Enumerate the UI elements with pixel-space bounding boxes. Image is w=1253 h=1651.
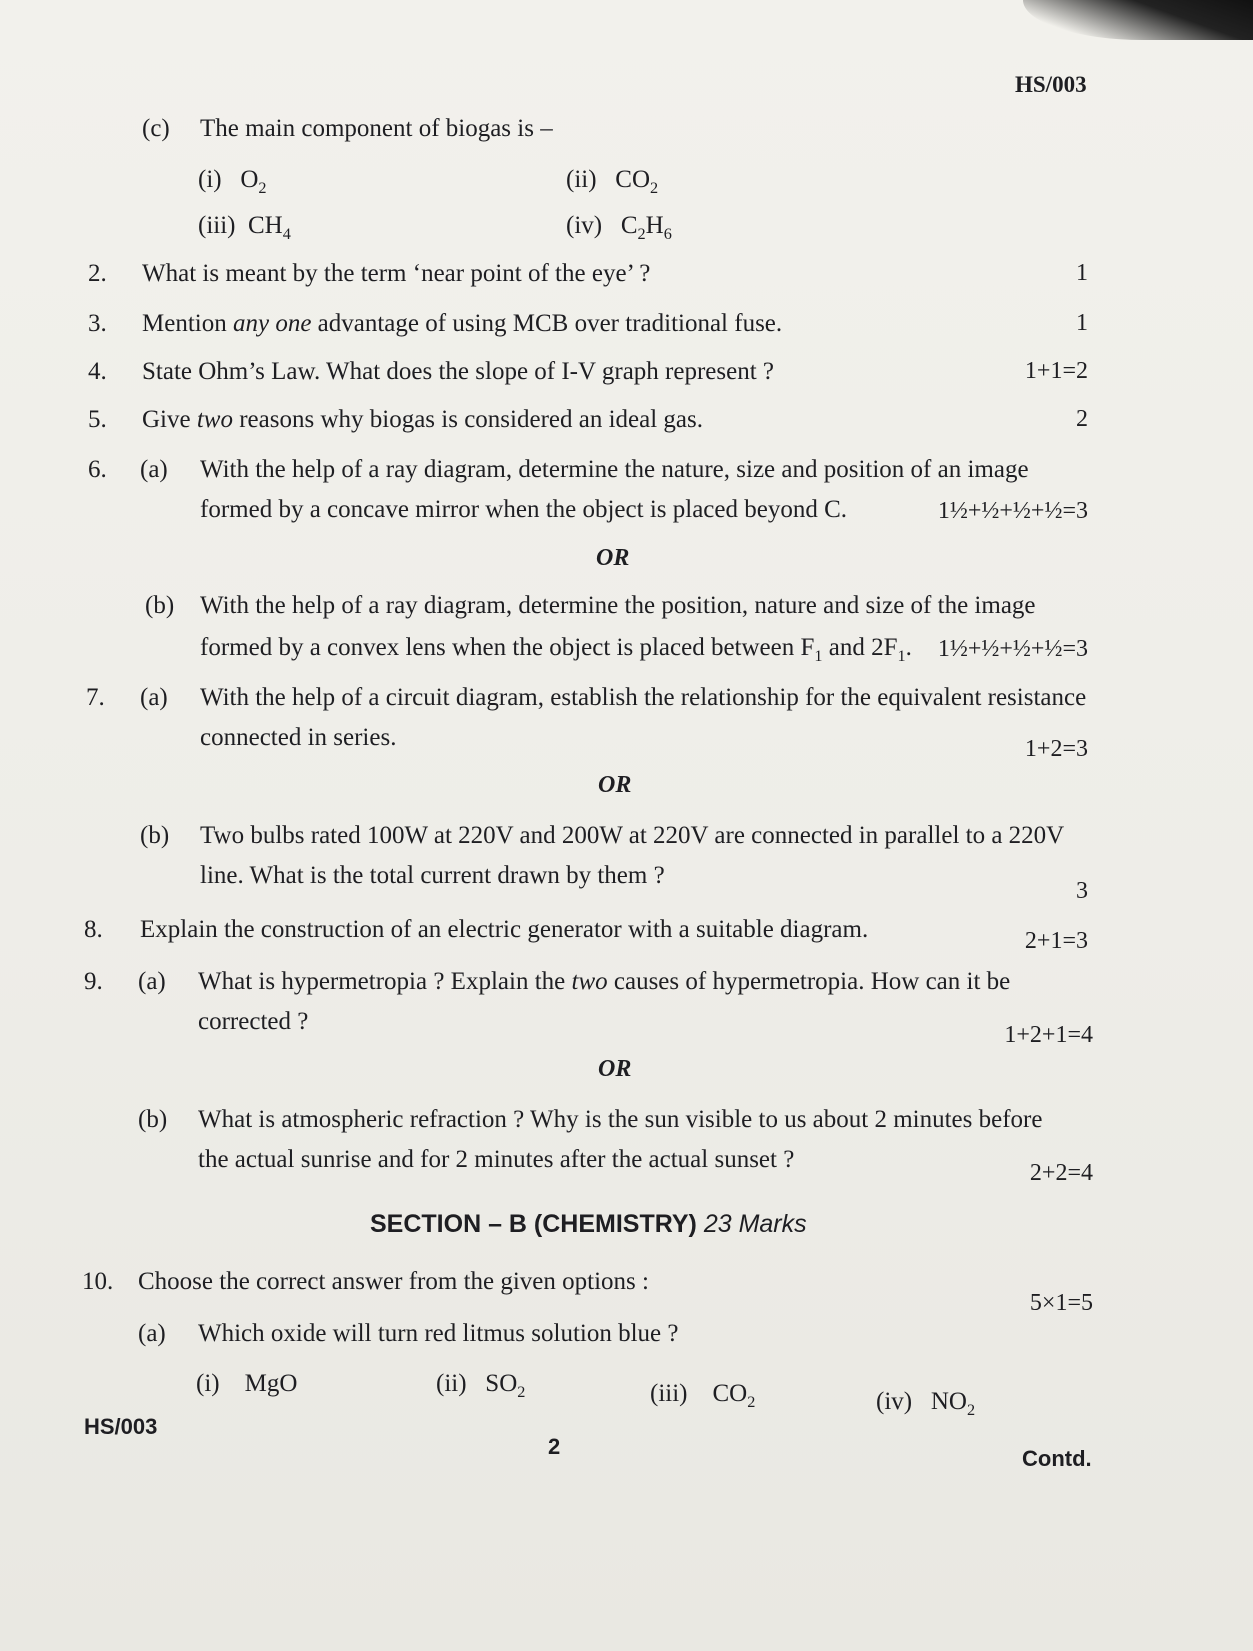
q10-number: 10.	[82, 1268, 114, 1295]
section-heading: SECTION – B (CHEMISTRY) 23 Marks	[370, 1210, 807, 1238]
q7-number: 7.	[86, 684, 105, 711]
q10a-option-1: (i) MgO	[196, 1370, 298, 1397]
q7b-line2: line. What is the total current drawn by them ?	[200, 862, 665, 889]
q10a-label: (a)	[138, 1320, 166, 1347]
page-number: 2	[548, 1434, 561, 1459]
q7a-marks: 1+2=3	[1024, 736, 1088, 762]
q9a-marks: 1+2+1=4	[1004, 1022, 1093, 1048]
q7-or: OR	[598, 772, 632, 798]
q10a-option-2: (ii) $SO_2$	[436, 1370, 526, 1401]
q6a-label: (a)	[140, 456, 168, 483]
q9-or: OR	[598, 1056, 632, 1082]
footer-code: HS/003	[84, 1414, 158, 1439]
q6b-marks: 1½+½+½+½=3	[937, 636, 1088, 662]
q1c-option-2: (ii) $CO_2$	[566, 166, 659, 197]
scan-corner-shadow	[1023, 0, 1253, 40]
q2-number: 2.	[88, 260, 107, 287]
q8-text: Explain the construction of an electric generator with a suitable diagram.	[140, 916, 869, 943]
q8-number: 8.	[84, 916, 103, 943]
q3-text: Mention any one advantage of using MCB over traditional fuse.	[142, 310, 783, 337]
q3-marks: 1	[1076, 310, 1088, 336]
q6b-line2: formed by a convex lens when the object is placed between $F_1$ and $2F_1$.	[200, 634, 912, 665]
q1c-text: The main component of biogas is –	[200, 115, 553, 142]
q6b-label: (b)	[145, 592, 175, 619]
q1c-label: (c)	[142, 115, 170, 142]
q7a-line1: With the help of a circuit diagram, establish the relationship for the equivalent resistance	[200, 684, 1087, 711]
q7a-label: (a)	[140, 684, 168, 711]
q9b-line1: What is atmospheric refraction ? Why is the sun visible to us about 2 minutes before	[198, 1106, 1043, 1133]
q9b-label: (b)	[138, 1106, 168, 1133]
q5-number: 5.	[88, 406, 107, 433]
q4-text: State Ohm’s Law. What does the slope of I-V graph represent ?	[142, 358, 774, 385]
q6-or: OR	[596, 545, 630, 571]
q1c-option-4: (iv) $C_2H_6$	[566, 212, 672, 243]
q7b-marks: 3	[1076, 878, 1088, 904]
q6a-line1: With the help of a ray diagram, determine the nature, size and position of an image	[200, 456, 1029, 483]
q9a-line2: corrected ?	[198, 1008, 309, 1035]
q10a-text: Which oxide will turn red litmus solution blue ?	[198, 1320, 679, 1347]
q7b-line1: Two bulbs rated 100W at 220V and 200W at 220V are connected in parallel to a 220V	[200, 822, 1065, 849]
q1c-option-3: (iii) $CH_4$	[198, 212, 291, 243]
q6-number: 6.	[88, 456, 107, 483]
q1c-option-1: (i) $O_2$	[198, 166, 267, 197]
q3-number: 3.	[88, 310, 107, 337]
q2-text: What is meant by the term ‘near point of the eye’ ?	[142, 260, 651, 287]
q7a-line2: connected in series.	[200, 724, 397, 751]
q10-marks: 5×1=5	[1029, 1290, 1093, 1316]
q9a-label: (a)	[138, 968, 166, 995]
q7b-label: (b)	[140, 822, 170, 849]
q2-marks: 1	[1076, 260, 1088, 286]
q10-text: Choose the correct answer from the given options :	[138, 1268, 649, 1295]
q6a-line2: formed by a concave mirror when the object is placed beyond C.	[200, 496, 847, 523]
q5-text: Give two reasons why biogas is considered an ideal gas.	[142, 406, 704, 433]
q9a-line1: What is hypermetropia ? Explain the two causes of hypermetropia. How can it be	[198, 968, 1011, 995]
q4-marks: 1+1=2	[1024, 358, 1088, 384]
q9b-line2: the actual sunrise and for 2 minutes after the actual sunset ?	[198, 1146, 795, 1173]
q8-marks: 2+1=3	[1024, 928, 1088, 954]
q9b-marks: 2+2=4	[1029, 1160, 1093, 1186]
header-code: HS/003	[1015, 72, 1087, 97]
q4-number: 4.	[88, 358, 107, 385]
q10a-option-4: (iv) $NO_2$	[876, 1388, 976, 1419]
q6a-marks: 1½+½+½+½=3	[937, 498, 1088, 524]
q9-number: 9.	[84, 968, 103, 995]
q6b-line1: With the help of a ray diagram, determine the position, nature and size of the image	[200, 592, 1036, 619]
contd-label: Contd.	[1022, 1446, 1092, 1471]
q10a-option-3: (iii) $CO_2$	[650, 1380, 756, 1411]
q5-marks: 2	[1076, 406, 1088, 432]
